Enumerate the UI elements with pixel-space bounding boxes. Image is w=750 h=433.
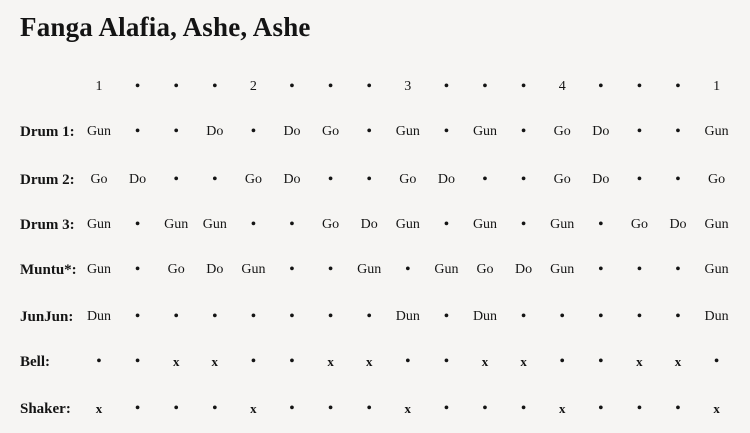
beat-cell: Gun [241, 262, 266, 277]
beat-cell: • [636, 124, 642, 139]
beat-cell: • [135, 354, 141, 369]
beat-cell: Do [592, 124, 610, 139]
beat-cell: • [212, 401, 218, 416]
beat-cell: • [636, 172, 642, 187]
beat-cell: 1 [95, 79, 103, 94]
beat-cell: x [636, 354, 643, 369]
beat-cell: • [482, 401, 488, 416]
beat-cell: Go [399, 172, 417, 187]
instrument-row [0, 213, 750, 237]
beat-cell: x [95, 401, 103, 416]
beat-cell: • [598, 354, 604, 369]
beat-cell: Dun [86, 309, 112, 324]
beat-cell: • [328, 79, 334, 94]
row-label: Drum 3: [20, 217, 75, 233]
beat-cell: • [675, 262, 681, 277]
beat-cell: Go [244, 172, 262, 187]
beat-cell: Do [206, 262, 224, 277]
beat-cell: • [636, 262, 642, 277]
beat-cell: • [212, 79, 218, 94]
beat-cell: x [172, 354, 180, 369]
row-label: Drum 1: [20, 124, 75, 140]
beat-cell: • [636, 309, 642, 324]
beat-cell: • [521, 124, 527, 139]
beat-cell: • [289, 354, 295, 369]
beat-cell: • [714, 354, 720, 369]
beat-cell: • [675, 172, 681, 187]
beat-cell: Do [283, 172, 301, 187]
beat-cell: x [713, 401, 720, 416]
beat-cell: • [289, 262, 295, 277]
beat-cell: • [366, 124, 372, 139]
beat-cell: • [405, 262, 411, 277]
beat-cell: x [558, 401, 566, 416]
beat-cell: Go [90, 172, 108, 187]
beat-cell: • [173, 309, 179, 324]
beat-cell: x [674, 354, 682, 369]
instrument-row [0, 258, 750, 282]
beat-cell: • [598, 309, 604, 324]
beat-cell: • [405, 354, 411, 369]
beat-cell: Dun [472, 309, 498, 324]
beat-cell: • [482, 172, 488, 187]
beat-cell: • [289, 309, 295, 324]
beat-cell: • [482, 79, 488, 94]
beat-cell: Gun [395, 217, 420, 232]
beat-cell: Do [206, 124, 224, 139]
row-label: Drum 2: [20, 172, 75, 188]
instrument-row [0, 120, 750, 144]
beat-cell: x [327, 354, 334, 369]
beat-cell: 4 [558, 79, 566, 94]
beat-cell: • [173, 401, 179, 416]
beat-cell: 3 [404, 79, 412, 94]
beat-cell: • [443, 217, 449, 232]
beat-cell: • [135, 262, 141, 277]
beat-cell: x [520, 354, 527, 369]
beat-cell: Gun [704, 217, 729, 232]
beat-cell: • [250, 217, 256, 232]
beat-cell: Do [592, 172, 610, 187]
beat-cell: • [289, 401, 295, 416]
beat-cell: Gun [550, 217, 575, 232]
beat-cell: • [443, 354, 449, 369]
beat-cell: Gun [357, 262, 382, 277]
beat-cell: Do [515, 262, 533, 277]
beat-cell: • [443, 309, 449, 324]
beat-cell: • [135, 79, 141, 94]
beat-cell: Gun [86, 262, 112, 277]
beat-cell: x [365, 354, 373, 369]
instrument-row [0, 397, 750, 421]
beat-cell: Go [322, 124, 340, 139]
beat-cell: • [443, 124, 449, 139]
beat-cell: • [135, 401, 141, 416]
beat-cell: Go [553, 124, 571, 139]
beat-cell: x [404, 401, 412, 416]
beat-cell: Go [553, 172, 571, 187]
beat-cell: • [212, 309, 218, 324]
beat-cell: Gun [550, 262, 575, 277]
beat-cell: Go [630, 217, 648, 232]
beat-cell: Gun [434, 262, 459, 277]
beat-cell: Gun [86, 124, 112, 139]
page-title: Fanga Alafia, Ashe, Ashe [20, 12, 311, 42]
beat-cell: • [135, 309, 141, 324]
beat-cell: • [328, 262, 334, 277]
beat-cell: Gun [164, 217, 189, 232]
beat-cell: • [521, 401, 527, 416]
beat-cell: • [675, 79, 681, 94]
beat-cell: Gun [704, 262, 729, 277]
beat-cell: Do [437, 172, 455, 187]
beat-cell: • [289, 217, 295, 232]
beat-cell: • [559, 354, 565, 369]
beat-cell: • [173, 124, 179, 139]
beat-cell: • [366, 401, 372, 416]
beat-cell: Dun [704, 309, 729, 324]
beat-cell: • [675, 124, 681, 139]
beat-cell: • [521, 217, 527, 232]
beat-cell: • [598, 262, 604, 277]
beat-cell: • [675, 309, 681, 324]
instrument-row [0, 350, 750, 374]
beat-cell: Dun [395, 309, 420, 324]
beat-cell: • [598, 79, 604, 94]
beat-cell: • [443, 79, 449, 94]
beat-cell: • [173, 79, 179, 94]
beat-cell: Go [708, 172, 726, 187]
beat-cell: 1 [713, 79, 721, 94]
beat-cell: Do [283, 124, 301, 139]
beat-cell: • [521, 309, 527, 324]
beat-cell: • [636, 401, 642, 416]
row-label: Bell: [20, 354, 50, 370]
beat-cell: • [598, 401, 604, 416]
beat-cell: • [521, 172, 527, 187]
beat-cell: • [366, 309, 372, 324]
row-label: Muntu*: [20, 262, 77, 278]
beat-cell: • [366, 79, 372, 94]
beat-cell: • [135, 217, 141, 232]
instrument-row [0, 168, 750, 192]
beat-cell: x [481, 354, 489, 369]
beat-cell: Do [669, 217, 687, 232]
beat-cell: Go [322, 217, 340, 232]
beat-cell: Gun [86, 217, 112, 232]
beat-cell: Gun [395, 124, 420, 139]
row-label: Shaker: [20, 401, 71, 417]
beat-cell: Do [360, 217, 378, 232]
beat-cell: • [328, 309, 334, 324]
beat-cell: Go [167, 262, 185, 277]
beat-cell: • [173, 172, 179, 187]
beat-cell: • [328, 401, 334, 416]
beat-cell: • [250, 124, 256, 139]
beat-cell: • [289, 79, 295, 94]
beat-cell: • [675, 401, 681, 416]
beat-cell: • [366, 172, 372, 187]
beat-cell: • [636, 79, 642, 94]
beat-cell: Gun [704, 124, 729, 139]
beat-cell: • [521, 79, 527, 94]
beat-cell: • [443, 401, 449, 416]
beat-header-row [0, 75, 750, 99]
beat-cell: Gun [472, 124, 498, 139]
beat-cell: • [250, 354, 256, 369]
beat-cell: x [211, 354, 219, 369]
beat-cell: • [212, 172, 218, 187]
beat-cell: • [559, 309, 565, 324]
beat-cell: Go [476, 262, 494, 277]
beat-cell: x [250, 401, 257, 416]
beat-cell: Gun [202, 217, 227, 232]
instrument-row [0, 305, 750, 329]
beat-cell: 2 [249, 79, 257, 94]
beat-cell: • [96, 354, 102, 369]
row-label: JunJun: [20, 309, 74, 325]
beat-cell: • [250, 309, 256, 324]
beat-cell: • [598, 217, 604, 232]
beat-cell: • [135, 124, 141, 139]
beat-cell: Do [129, 172, 147, 187]
beat-cell: Gun [472, 217, 498, 232]
beat-cell: • [328, 172, 334, 187]
